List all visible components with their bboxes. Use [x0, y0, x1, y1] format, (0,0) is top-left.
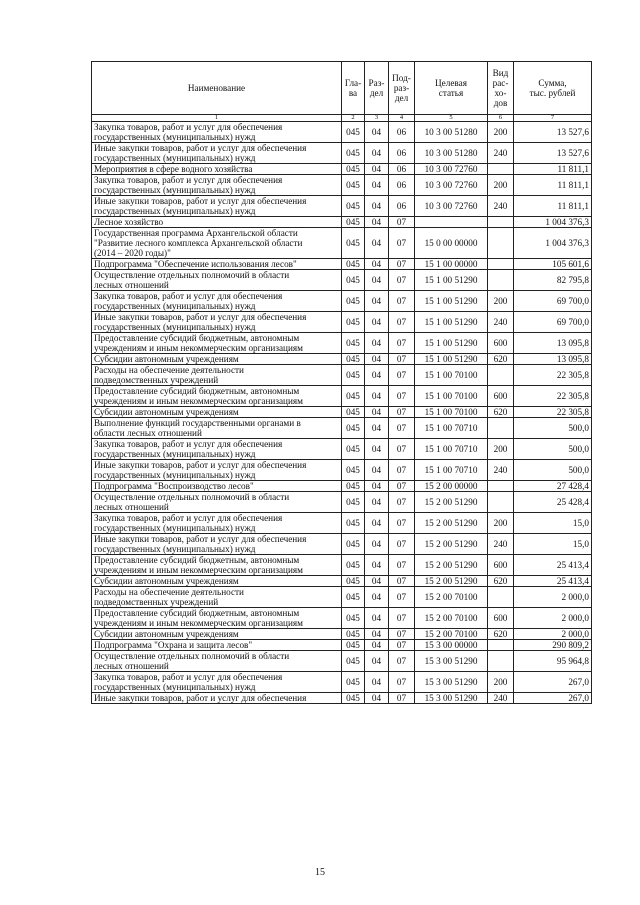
- table-row: [92, 143, 592, 164]
- row-subsection: 07: [389, 481, 415, 492]
- table-row: [92, 365, 592, 386]
- row-sum: 267,0: [514, 693, 592, 704]
- row-name: Предоставление субсидий бюджетным, автономным учреждениям и иным некоммерческим организациям: [92, 555, 342, 576]
- row-kind: 620: [488, 407, 514, 418]
- row-kind: 240: [488, 460, 514, 481]
- table-row: [92, 672, 592, 693]
- row-sum: 22 305,8: [514, 386, 592, 407]
- row-name: Предоставление субсидий бюджетным, автономным учреждениям и иным некоммерческим организациям: [92, 333, 342, 354]
- row-target: 15 1 00 70100: [415, 407, 488, 418]
- row-section: 04: [365, 555, 389, 576]
- row-subsection: 07: [389, 270, 415, 291]
- row-kind: 200: [488, 122, 514, 143]
- header-text: Под- раз- дел: [392, 73, 411, 103]
- row-section: 04: [365, 333, 389, 354]
- row-kind: 620: [488, 576, 514, 587]
- row-sum: 290 809,2: [514, 640, 592, 651]
- row-target: 15 2 00 00000: [415, 481, 488, 492]
- row-section: 04: [365, 651, 389, 672]
- row-kind: 240: [488, 143, 514, 164]
- column-number: 2: [342, 115, 365, 122]
- column-number-row: [92, 115, 592, 122]
- row-sum: 500,0: [514, 439, 592, 460]
- row-subsection: 07: [389, 217, 415, 228]
- row-section: 04: [365, 534, 389, 555]
- row-section: 04: [365, 143, 389, 164]
- row-name: Осуществление отдельных полномочий в области лесных отношений: [92, 492, 342, 513]
- table-row: [92, 439, 592, 460]
- column-number: 7: [514, 115, 592, 122]
- row-subsection: 07: [389, 587, 415, 608]
- row-target: 10 3 00 72760: [415, 196, 488, 217]
- header-subsection: [389, 62, 415, 115]
- row-subsection: 07: [389, 407, 415, 418]
- row-subsection: 07: [389, 439, 415, 460]
- header-text: Вид рас- хо- дов: [492, 68, 509, 108]
- table-row: [92, 481, 592, 492]
- row-subsection: 07: [389, 534, 415, 555]
- table-body: [92, 122, 592, 704]
- row-name: Субсидии автономным учреждениям: [92, 576, 342, 587]
- row-subsection: 06: [389, 143, 415, 164]
- row-subsection: 07: [389, 333, 415, 354]
- row-kind: 240: [488, 693, 514, 704]
- table-row: [92, 312, 592, 333]
- row-chapter: 045: [342, 608, 365, 629]
- header-text: Сумма, тыс. рублей: [529, 78, 576, 98]
- row-name: Иные закупки товаров, работ и услуг для обеспечения государственных (муниципальных) нужд: [92, 534, 342, 555]
- row-target: 15 1 00 70710: [415, 418, 488, 439]
- row-sum: 11 811,1: [514, 175, 592, 196]
- row-name: Иные закупки товаров, работ и услуг для обеспечения государственных (муниципальных) нужд: [92, 143, 342, 164]
- header-text: Гла- ва: [344, 78, 362, 98]
- table-row: [92, 418, 592, 439]
- row-name: Осуществление отдельных полномочий в области лесных отношений: [92, 270, 342, 291]
- row-chapter: 045: [342, 629, 365, 640]
- row-sum: 13 527,6: [514, 122, 592, 143]
- row-sum: 22 305,8: [514, 365, 592, 386]
- row-name: Субсидии автономным учреждениям: [92, 354, 342, 365]
- row-target: 15 2 00 51290: [415, 555, 488, 576]
- header-name: [92, 62, 342, 115]
- row-sum: 95 964,8: [514, 651, 592, 672]
- row-chapter: 045: [342, 651, 365, 672]
- row-chapter: 045: [342, 492, 365, 513]
- row-kind: 600: [488, 608, 514, 629]
- row-chapter: 045: [342, 312, 365, 333]
- row-name: Подпрограмма "Обеспечение использования лесов": [92, 259, 342, 270]
- row-subsection: 07: [389, 291, 415, 312]
- row-section: 04: [365, 164, 389, 175]
- row-chapter: 045: [342, 354, 365, 365]
- row-section: 04: [365, 270, 389, 291]
- table-row: [92, 196, 592, 217]
- row-target: 15 2 00 70100: [415, 608, 488, 629]
- row-section: 04: [365, 407, 389, 418]
- row-kind: [488, 587, 514, 608]
- column-number: 4: [389, 115, 415, 122]
- header-text: Целевая статья: [435, 78, 467, 98]
- row-target: 15 1 00 70100: [415, 386, 488, 407]
- row-chapter: 045: [342, 143, 365, 164]
- header-chapter: [342, 62, 365, 115]
- row-sum: 15,0: [514, 534, 592, 555]
- row-target: 15 1 00 70100: [415, 365, 488, 386]
- row-sum: 1 004 376,3: [514, 228, 592, 259]
- row-subsection: 07: [389, 492, 415, 513]
- row-chapter: 045: [342, 672, 365, 693]
- row-chapter: 045: [342, 460, 365, 481]
- row-subsection: 06: [389, 175, 415, 196]
- row-sum: 11 811,1: [514, 164, 592, 175]
- row-section: 04: [365, 291, 389, 312]
- row-section: 04: [365, 576, 389, 587]
- row-target: 10 3 00 72760: [415, 164, 488, 175]
- row-target: 10 3 00 51280: [415, 143, 488, 164]
- row-sum: 1 004 376,3: [514, 217, 592, 228]
- row-sum: 25 428,4: [514, 492, 592, 513]
- row-kind: [488, 492, 514, 513]
- row-chapter: 045: [342, 693, 365, 704]
- row-subsection: 07: [389, 576, 415, 587]
- row-section: 04: [365, 228, 389, 259]
- row-section: 04: [365, 492, 389, 513]
- row-kind: 200: [488, 672, 514, 693]
- row-subsection: 06: [389, 122, 415, 143]
- row-target: [415, 217, 488, 228]
- row-sum: 500,0: [514, 460, 592, 481]
- row-target: 10 3 00 51280: [415, 122, 488, 143]
- row-sum: 13 527,6: [514, 143, 592, 164]
- row-section: 04: [365, 312, 389, 333]
- row-chapter: 045: [342, 418, 365, 439]
- row-section: 04: [365, 513, 389, 534]
- row-section: 04: [365, 693, 389, 704]
- row-sum: 13 095,8: [514, 354, 592, 365]
- row-chapter: 045: [342, 259, 365, 270]
- row-kind: [488, 481, 514, 492]
- row-target: 15 3 00 51290: [415, 693, 488, 704]
- row-chapter: 045: [342, 534, 365, 555]
- row-sum: 25 413,4: [514, 576, 592, 587]
- row-sum: 82 795,8: [514, 270, 592, 291]
- row-kind: [488, 270, 514, 291]
- row-target: 10 3 00 72760: [415, 175, 488, 196]
- row-target: 15 1 00 70710: [415, 460, 488, 481]
- row-kind: [488, 259, 514, 270]
- row-chapter: 045: [342, 365, 365, 386]
- row-name: Государственная программа Архангельской области "Развитие лесного комплекса Архангельской области (2014 – 2020 годы)": [92, 228, 342, 259]
- row-subsection: 07: [389, 365, 415, 386]
- row-kind: 200: [488, 513, 514, 534]
- table-row: [92, 513, 592, 534]
- row-kind: 240: [488, 312, 514, 333]
- row-subsection: 07: [389, 386, 415, 407]
- row-subsection: 07: [389, 651, 415, 672]
- row-sum: 69 700,0: [514, 312, 592, 333]
- row-subsection: 07: [389, 555, 415, 576]
- table-row: [92, 164, 592, 175]
- row-section: 04: [365, 460, 389, 481]
- row-kind: [488, 217, 514, 228]
- table-row: [92, 291, 592, 312]
- row-target: 15 3 00 51290: [415, 651, 488, 672]
- row-sum: 500,0: [514, 418, 592, 439]
- row-target: 15 1 00 51290: [415, 312, 488, 333]
- row-sum: 105 601,6: [514, 259, 592, 270]
- row-chapter: 045: [342, 587, 365, 608]
- row-target: 15 1 00 51290: [415, 270, 488, 291]
- row-subsection: 07: [389, 460, 415, 481]
- column-number: 6: [488, 115, 514, 122]
- column-number: 3: [365, 115, 389, 122]
- row-target: 15 3 00 00000: [415, 640, 488, 651]
- row-chapter: 045: [342, 228, 365, 259]
- row-sum: 11 811,1: [514, 196, 592, 217]
- row-chapter: 045: [342, 555, 365, 576]
- page-number: 15: [315, 867, 325, 878]
- table-row: [92, 651, 592, 672]
- row-chapter: 045: [342, 481, 365, 492]
- row-name: Иные закупки товаров, работ и услуг для обеспечения государственных (муниципальных) нужд: [92, 196, 342, 217]
- row-kind: 200: [488, 439, 514, 460]
- row-target: 15 1 00 00000: [415, 259, 488, 270]
- row-name: Расходы на обеспечение деятельности подведомственных учреждений: [92, 587, 342, 608]
- row-section: 04: [365, 175, 389, 196]
- row-name: Подпрограмма "Охрана и защита лесов": [92, 640, 342, 651]
- row-target: 15 0 00 00000: [415, 228, 488, 259]
- table-row: [92, 333, 592, 354]
- row-chapter: 045: [342, 386, 365, 407]
- row-chapter: 045: [342, 513, 365, 534]
- row-chapter: 045: [342, 291, 365, 312]
- row-subsection: 07: [389, 354, 415, 365]
- row-sum: 25 413,4: [514, 555, 592, 576]
- row-sum: 22 305,8: [514, 407, 592, 418]
- row-kind: [488, 640, 514, 651]
- row-name: Субсидии автономным учреждениям: [92, 629, 342, 640]
- row-section: 04: [365, 196, 389, 217]
- row-section: 04: [365, 640, 389, 651]
- row-name: Закупка товаров, работ и услуг для обеспечения государственных (муниципальных) нужд: [92, 439, 342, 460]
- row-chapter: 045: [342, 333, 365, 354]
- row-section: 04: [365, 439, 389, 460]
- header-text: Наименование: [187, 83, 246, 93]
- row-sum: 27 428,4: [514, 481, 592, 492]
- row-kind: 600: [488, 333, 514, 354]
- row-subsection: 07: [389, 513, 415, 534]
- row-target: 15 3 00 51290: [415, 672, 488, 693]
- table-row: [92, 122, 592, 143]
- row-name: Иные закупки товаров, работ и услуг для обеспечения государственных (муниципальных) нужд: [92, 312, 342, 333]
- row-kind: [488, 164, 514, 175]
- row-section: 04: [365, 672, 389, 693]
- row-kind: 240: [488, 196, 514, 217]
- column-number: 1: [92, 115, 342, 122]
- row-kind: 620: [488, 354, 514, 365]
- row-name: Субсидии автономным учреждениям: [92, 407, 342, 418]
- row-chapter: 045: [342, 640, 365, 651]
- row-target: 15 2 00 70100: [415, 587, 488, 608]
- row-sum: 267,0: [514, 672, 592, 693]
- row-kind: 620: [488, 629, 514, 640]
- row-sum: 13 095,8: [514, 333, 592, 354]
- row-chapter: 045: [342, 407, 365, 418]
- row-kind: 240: [488, 534, 514, 555]
- row-name: Подпрограмма "Воспроизводство лесов": [92, 481, 342, 492]
- row-name: Осуществление отдельных полномочий в области лесных отношений: [92, 651, 342, 672]
- row-subsection: 06: [389, 196, 415, 217]
- row-section: 04: [365, 418, 389, 439]
- header-row: [92, 62, 592, 115]
- row-target: 15 1 00 51290: [415, 333, 488, 354]
- column-number: 5: [415, 115, 488, 122]
- row-section: 04: [365, 122, 389, 143]
- row-subsection: 07: [389, 693, 415, 704]
- header-kind: [488, 62, 514, 115]
- row-section: 04: [365, 365, 389, 386]
- row-target: 15 2 00 51290: [415, 492, 488, 513]
- row-section: 04: [365, 608, 389, 629]
- row-target: 15 1 00 51290: [415, 354, 488, 365]
- header-text: Раз- дел: [368, 78, 385, 98]
- row-target: 15 2 00 51290: [415, 534, 488, 555]
- header-section: [365, 62, 389, 115]
- row-name: Выполнение функций государственными органами в области лесных отношений: [92, 418, 342, 439]
- row-kind: 600: [488, 386, 514, 407]
- row-chapter: 045: [342, 576, 365, 587]
- row-section: 04: [365, 481, 389, 492]
- row-name: Закупка товаров, работ и услуг для обеспечения государственных (муниципальных) нужд: [92, 672, 342, 693]
- table-row: [92, 259, 592, 270]
- header-sum: [514, 62, 592, 115]
- row-section: 04: [365, 354, 389, 365]
- row-subsection: 07: [389, 629, 415, 640]
- row-sum: 69 700,0: [514, 291, 592, 312]
- row-target: 15 1 00 70710: [415, 439, 488, 460]
- row-chapter: 045: [342, 122, 365, 143]
- row-section: 04: [365, 259, 389, 270]
- table-row: [92, 228, 592, 259]
- row-subsection: 07: [389, 608, 415, 629]
- row-target: 15 2 00 51290: [415, 513, 488, 534]
- row-sum: 2 000,0: [514, 587, 592, 608]
- table-row: [92, 460, 592, 481]
- row-name: Иные закупки товаров, работ и услуг для обеспечения: [92, 693, 342, 704]
- row-kind: [488, 418, 514, 439]
- row-name: Закупка товаров, работ и услуг для обеспечения государственных (муниципальных) нужд: [92, 291, 342, 312]
- table-row: [92, 217, 592, 228]
- row-name: Лесное хозяйство: [92, 217, 342, 228]
- row-name: Закупка товаров, работ и услуг для обеспечения государственных (муниципальных) нужд: [92, 122, 342, 143]
- table-row: [92, 407, 592, 418]
- row-kind: [488, 651, 514, 672]
- row-kind: 200: [488, 291, 514, 312]
- row-kind: [488, 228, 514, 259]
- row-name: Мероприятия в сфере водного хозяйства: [92, 164, 342, 175]
- row-sum: 2 000,0: [514, 629, 592, 640]
- row-target: 15 2 00 51290: [415, 576, 488, 587]
- row-kind: 600: [488, 555, 514, 576]
- row-section: 04: [365, 386, 389, 407]
- row-chapter: 045: [342, 439, 365, 460]
- row-target: 15 2 00 70100: [415, 629, 488, 640]
- row-sum: 2 000,0: [514, 608, 592, 629]
- row-subsection: 07: [389, 228, 415, 259]
- row-subsection: 06: [389, 164, 415, 175]
- table-row: [92, 354, 592, 365]
- table-row: [92, 492, 592, 513]
- table-row: [92, 576, 592, 587]
- row-chapter: 045: [342, 164, 365, 175]
- row-subsection: 07: [389, 312, 415, 333]
- row-section: 04: [365, 587, 389, 608]
- budget-table: [91, 61, 592, 704]
- table-row: [92, 587, 592, 608]
- table-row: [92, 608, 592, 629]
- row-subsection: 07: [389, 640, 415, 651]
- row-chapter: 045: [342, 196, 365, 217]
- row-kind: [488, 365, 514, 386]
- table-row: [92, 175, 592, 196]
- table-row: [92, 270, 592, 291]
- row-name: Иные закупки товаров, работ и услуг для обеспечения государственных (муниципальных) нужд: [92, 460, 342, 481]
- row-chapter: 045: [342, 217, 365, 228]
- row-kind: 200: [488, 175, 514, 196]
- row-name: Предоставление субсидий бюджетным, автономным учреждениям и иным некоммерческим организациям: [92, 608, 342, 629]
- row-chapter: 045: [342, 175, 365, 196]
- row-section: 04: [365, 629, 389, 640]
- row-chapter: 045: [342, 270, 365, 291]
- table-row: [92, 693, 592, 704]
- row-target: 15 1 00 51290: [415, 291, 488, 312]
- table-row: [92, 555, 592, 576]
- table-row: [92, 629, 592, 640]
- row-name: Предоставление субсидий бюджетным, автономным учреждениям и иным некоммерческим организациям: [92, 386, 342, 407]
- header-target: [415, 62, 488, 115]
- row-section: 04: [365, 217, 389, 228]
- row-name: Закупка товаров, работ и услуг для обеспечения государственных (муниципальных) нужд: [92, 175, 342, 196]
- row-name: Расходы на обеспечение деятельности подведомственных учреждений: [92, 365, 342, 386]
- table-row: [92, 386, 592, 407]
- row-name: Закупка товаров, работ и услуг для обеспечения государственных (муниципальных) нужд: [92, 513, 342, 534]
- row-subsection: 07: [389, 672, 415, 693]
- table-row: [92, 534, 592, 555]
- row-subsection: 07: [389, 418, 415, 439]
- row-subsection: 07: [389, 259, 415, 270]
- table-row: [92, 640, 592, 651]
- row-sum: 15,0: [514, 513, 592, 534]
